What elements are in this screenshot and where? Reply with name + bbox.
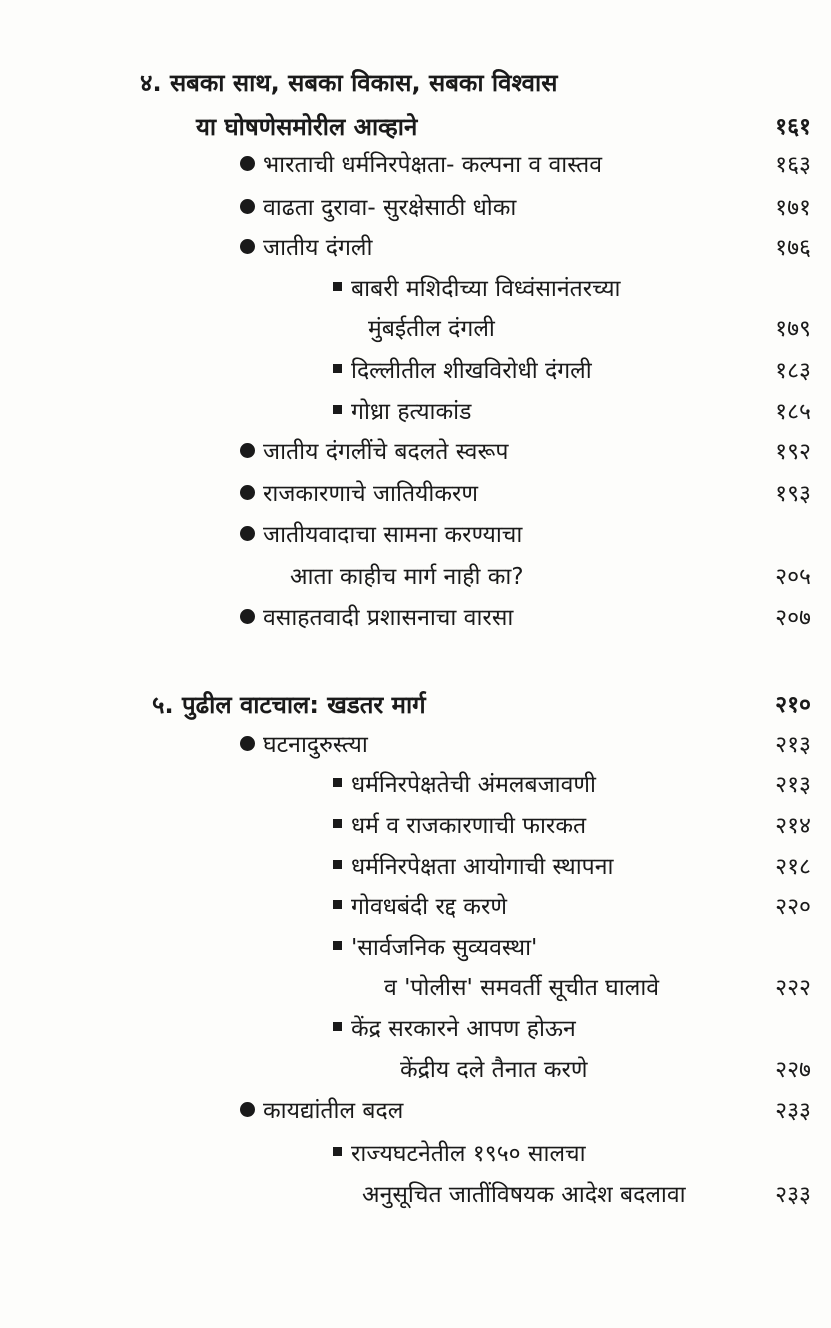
toc-entry: धर्मनिरपेक्षता आयोगाची स्थापना [333,852,613,882]
toc-page-number: २२० [775,894,811,920]
toc-page-number: २२७ [775,1057,811,1083]
toc-entry: राज्यघटनेतील १९५० सालचा [333,1139,586,1169]
bullet-icon [240,239,255,254]
toc-page-number: १९२ [775,439,811,465]
square-bullet-icon [333,364,342,373]
bullet-icon [240,1102,255,1117]
bullet-icon [240,443,255,458]
chapter-4-title-line1: ४. सबका साथ, सबका विकास, सबका विश्वास [140,69,558,97]
toc-entry-continued: अनुसूचित जातींविषयक आदेश बदलावा [362,1182,686,1208]
toc-entry-continued: व 'पोलीस' समवर्ती सूचीत घालावे [384,975,660,1001]
toc-page-number: १६३ [775,152,811,178]
toc-entry: केंद्र सरकारने आपण होऊन [333,1014,576,1044]
bullet-icon [240,485,255,500]
toc-entry: धर्मनिरपेक्षतेची अंमलबजावणी [333,770,596,800]
toc-page-number: २०७ [775,605,811,631]
toc-entry: भारताची धर्मनिरपेक्षता- कल्पना व वास्तव [240,150,602,180]
square-bullet-icon [333,778,342,787]
toc-page-number: १७९ [775,316,811,342]
toc-entry: घटनादुरुस्त्या [240,730,368,760]
chapter-4-page: १६१ [775,114,811,140]
square-bullet-icon [333,860,342,869]
toc-page-number: २३३ [775,1098,811,1124]
toc-page-number: २२२ [775,975,811,1001]
toc-entry-continued: आता काहीच मार्ग नाही का? [290,564,524,590]
toc-page-number: १७६ [775,235,811,261]
square-bullet-icon [333,405,342,414]
toc-entry-continued: मुंबईतील दंगली [368,316,495,342]
toc-entry: धर्म व राजकारणाची फारकत [333,811,586,841]
chapter-5-title: ५. पुढील वाटचाल: खडतर मार्ग [152,691,426,719]
bullet-icon [240,156,255,171]
square-bullet-icon [333,819,342,828]
square-bullet-icon [333,1147,342,1156]
toc-entry-continued: केंद्रीय दले तैनात करणे [400,1057,588,1083]
toc-entry: 'सार्वजनिक सुव्यवस्था' [333,933,537,963]
toc-entry: गोध्रा हत्याकांड [333,397,471,427]
toc-page-number: १८५ [775,399,811,425]
bullet-icon [240,736,255,751]
toc-page-number: २१३ [775,732,811,758]
toc-page-number: २३३ [775,1182,811,1208]
square-bullet-icon [333,1022,342,1031]
toc-entry: वाढता दुरावा- सुरक्षेसाठी धोका [240,193,516,223]
toc-entry: जातीय दंगली [240,233,372,263]
toc-entry: वसाहतवादी प्रशासनाचा वारसा [240,603,513,633]
toc-page-number: २१४ [775,813,811,839]
toc-page-number: १८३ [775,358,811,384]
chapter-5-page: २१० [775,692,811,718]
toc-entry: जातीयवादाचा सामना करण्याचा [240,520,522,550]
square-bullet-icon [333,900,342,909]
toc-page-number: २०५ [775,564,811,590]
square-bullet-icon [333,941,342,950]
toc-page-number: २१३ [775,772,811,798]
toc-entry: दिल्लीतील शीखविरोधी दंगली [333,356,592,386]
square-bullet-icon [333,282,342,291]
toc-entry: गोवधबंदी रद्द करणे [333,892,507,922]
bullet-icon [240,526,255,541]
toc-page-number: १९३ [775,481,811,507]
toc-entry: जातीय दंगलींचे बदलते स्वरूप [240,437,508,467]
toc-page-number: २१८ [775,854,811,880]
toc-page-number: १७१ [775,195,811,221]
chapter-4-title-line2: या घोषणेसमोरील आव्हाने [196,113,418,141]
bullet-icon [240,199,255,214]
toc-entry: बाबरी मशिदीच्या विध्वंसानंतरच्या [333,274,621,304]
toc-entry: कायद्यांतील बदल [240,1096,403,1126]
bullet-icon [240,609,255,624]
toc-entry: राजकारणाचे जातियीकरण [240,479,478,509]
